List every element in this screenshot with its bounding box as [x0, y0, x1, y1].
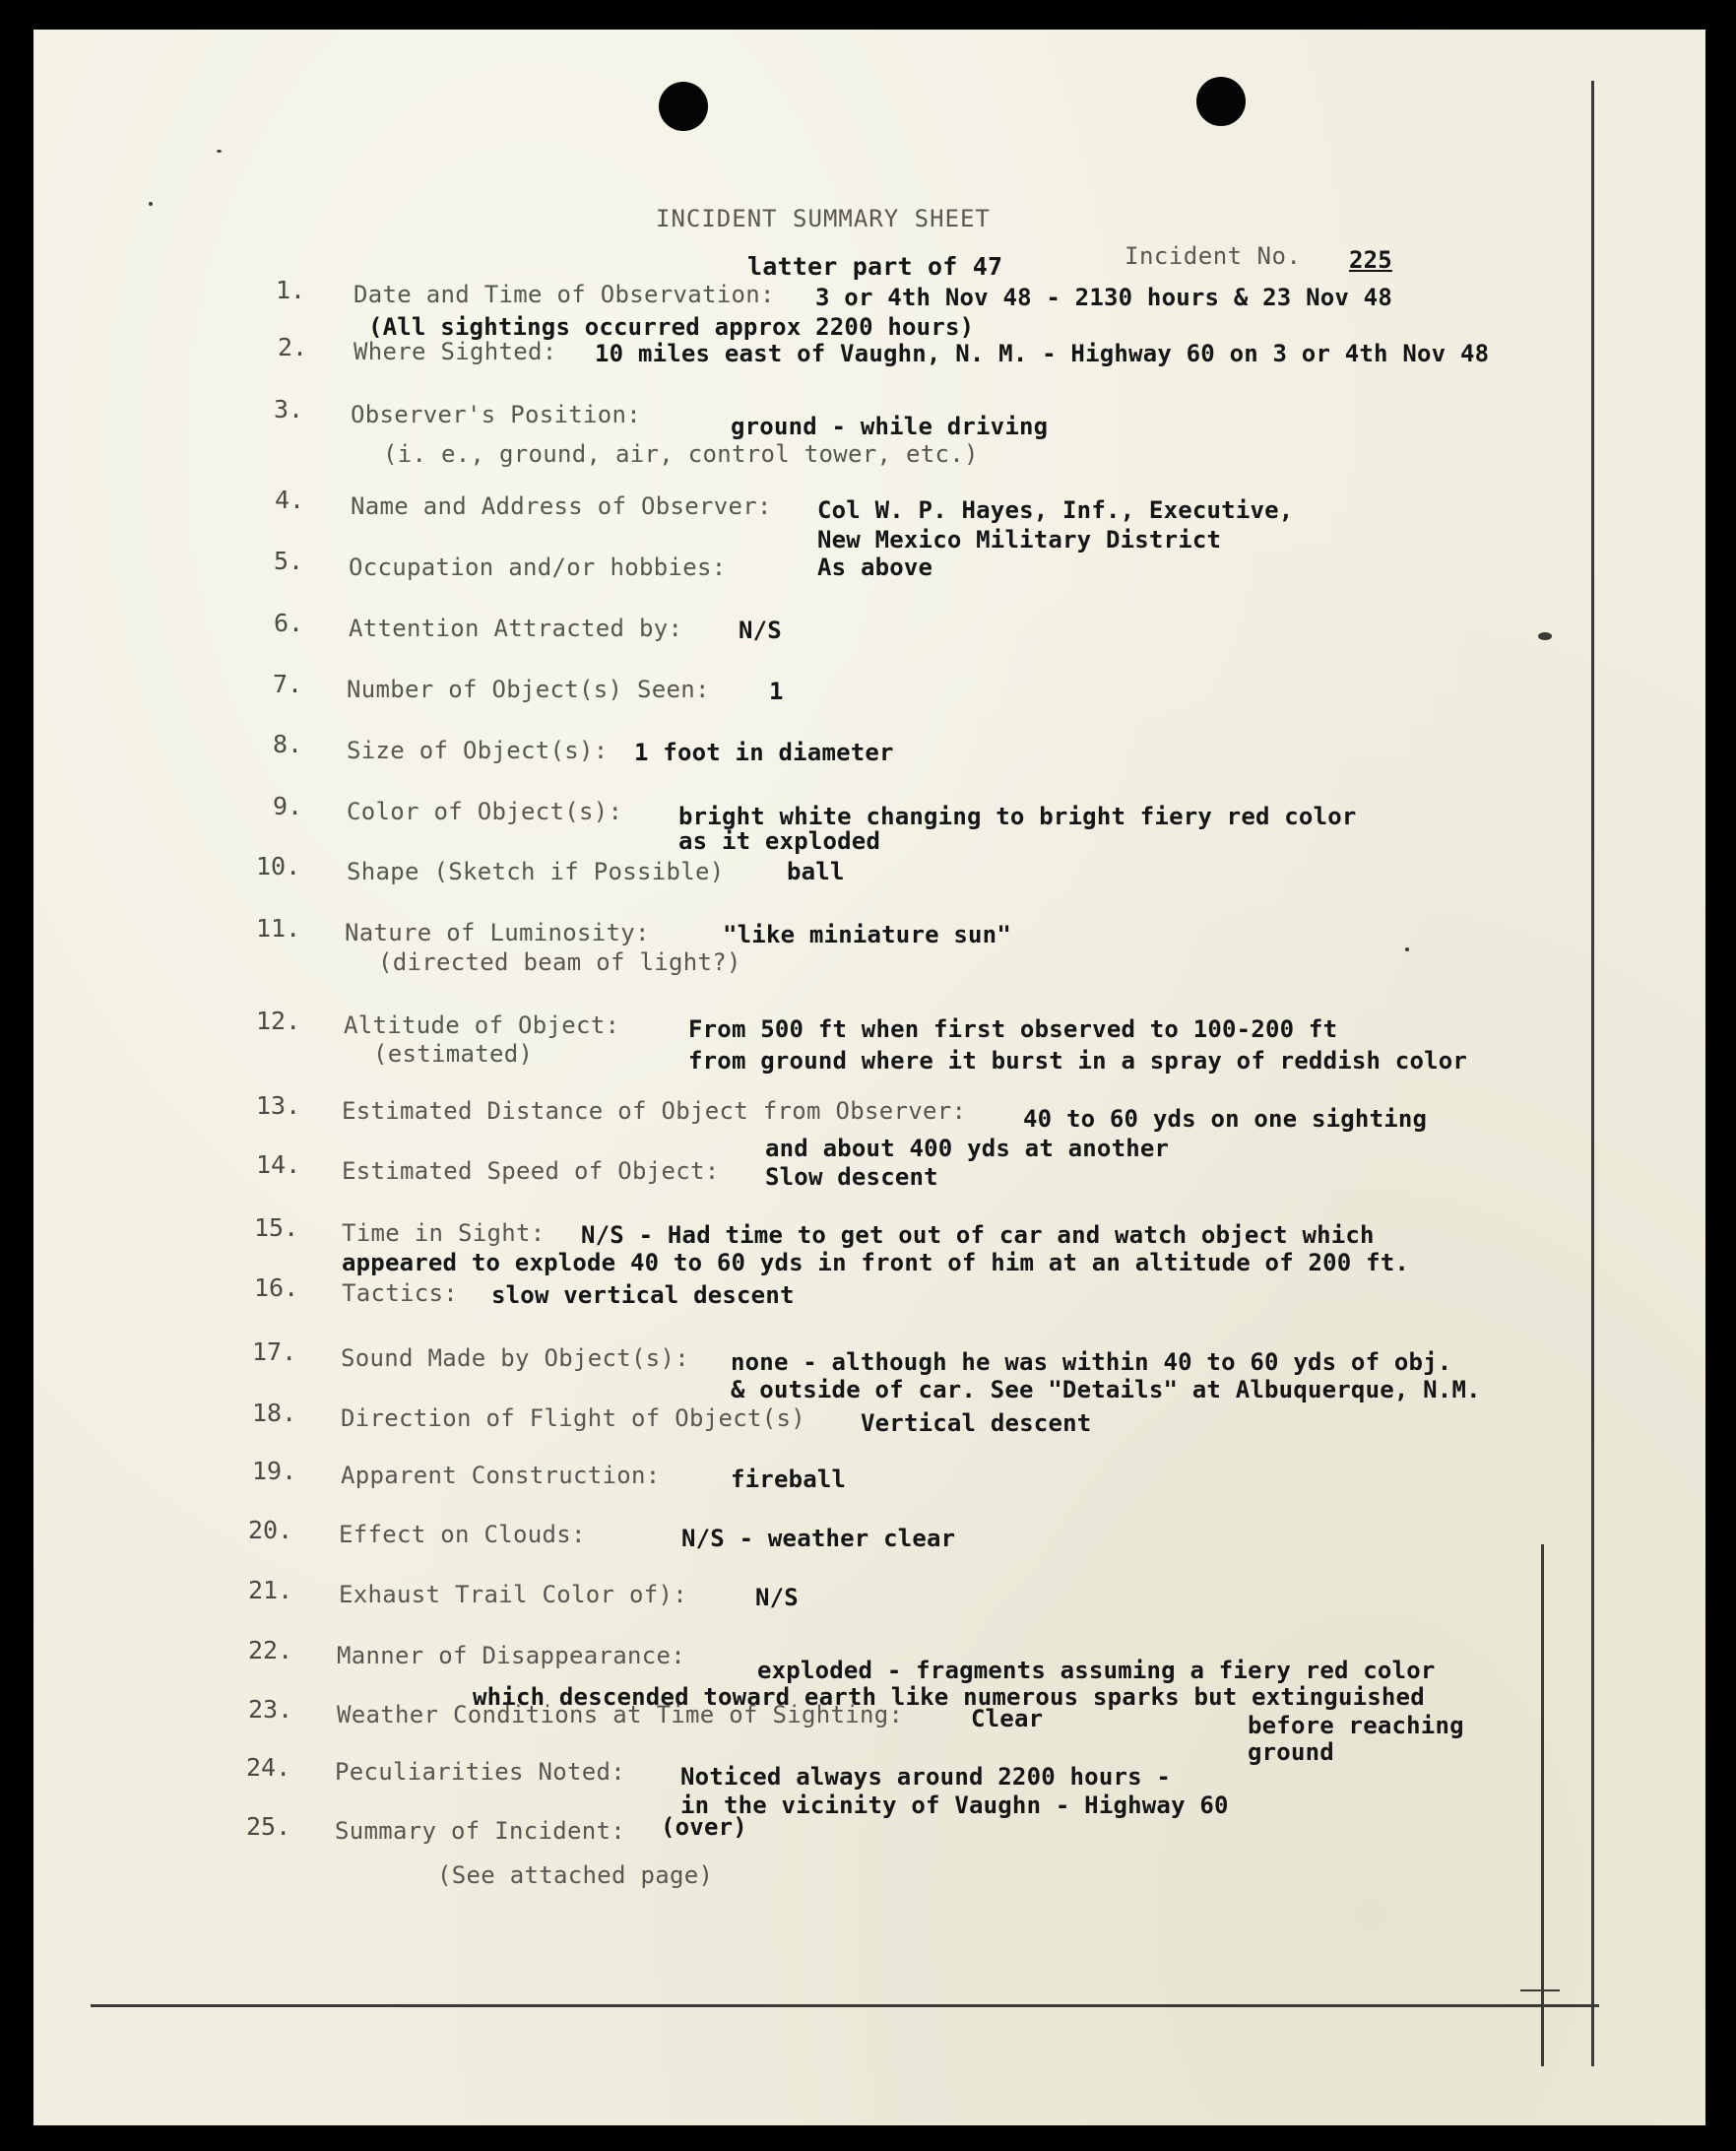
item-1-answer: 3 or 4th Nov 48 - 2130 hours & 23 Nov 48 [815, 284, 1392, 311]
item-4-answer-line2: New Mexico Military District [817, 526, 1222, 554]
margin-tick [1520, 1989, 1560, 1991]
item-12-label: Altitude of Object: [344, 1011, 620, 1039]
item-20-number: 20. [248, 1516, 293, 1544]
item-23-answer: Clear [971, 1705, 1044, 1732]
incident-number: 225 [1349, 246, 1392, 274]
item-21-label: Exhaust Trail Color of): [339, 1581, 687, 1608]
item-14-label: Estimated Speed of Object: [342, 1157, 720, 1185]
item-25-number: 25. [246, 1812, 291, 1841]
item-7-label: Number of Object(s) Seen: [347, 676, 710, 703]
punch-hole-right [1196, 77, 1246, 126]
item-16-answer: slow vertical descent [491, 1281, 795, 1309]
item-12-answer: From 500 ft when first observed to 100-200 ft [688, 1015, 1338, 1043]
item-10-label: Shape (Sketch if Possible) [347, 858, 725, 885]
item-10-number: 10. [256, 852, 301, 880]
bottom-rule [91, 2004, 1599, 2007]
item-11-number: 11. [256, 914, 301, 943]
document-page [33, 30, 1705, 2125]
item-17-answer: none - although he was within 40 to 60 yds of obj. [731, 1348, 1452, 1376]
inner-margin-line [1541, 1544, 1544, 2066]
item-25-answer: (over) [661, 1813, 747, 1841]
item-3-sublabel: (i. e., ground, air, control tower, etc.) [383, 440, 979, 468]
period-note: latter part of 47 [747, 252, 1003, 281]
ink-speck [1538, 632, 1552, 640]
item-18-answer: Vertical descent [861, 1409, 1092, 1437]
item-18-label: Direction of Flight of Object(s) [341, 1404, 805, 1432]
item-8-label: Size of Object(s): [347, 737, 609, 764]
item-22-answer: exploded - fragments assuming a fiery red color [757, 1657, 1436, 1684]
item-22-label: Manner of Disappearance: [337, 1642, 685, 1669]
item-20-answer: N/S - weather clear [681, 1525, 956, 1552]
ink-speck [1405, 947, 1409, 951]
item-24-number: 24. [246, 1753, 291, 1782]
item-4-label: Name and Address of Observer: [351, 492, 772, 520]
item-16-label: Tactics: [342, 1279, 458, 1307]
item-14-answer: Slow descent [765, 1163, 938, 1191]
item-13-answer: 40 to 60 yds on one sighting [1023, 1105, 1428, 1133]
item-1-answer-line2: (All sightings occurred approx 2200 hours) [368, 313, 975, 341]
item-4-answer: Col W. P. Hayes, Inf., Executive, [817, 496, 1294, 524]
item-23-number: 23. [248, 1695, 293, 1724]
item-15-label: Time in Sight: [342, 1219, 546, 1247]
item-4-number: 4. [275, 486, 305, 514]
item-17-number: 17. [252, 1337, 297, 1366]
item-6-number: 6. [274, 609, 304, 637]
item-21-answer: N/S [755, 1584, 799, 1611]
item-16-number: 16. [254, 1273, 299, 1302]
item-20-label: Effect on Clouds: [339, 1521, 586, 1548]
item-12-sublabel: (estimated) [373, 1040, 534, 1068]
item-7-number: 7. [273, 670, 303, 698]
item-9-answer-line2: as it exploded [678, 827, 881, 855]
item-8-number: 8. [273, 730, 303, 758]
item-11-sublabel: (directed beam of light?) [378, 948, 741, 976]
item-3-label: Observer's Position: [351, 401, 641, 428]
form-title: INCIDENT SUMMARY SHEET [656, 205, 991, 232]
item-24-answer-line2: in the vicinity of Vaughn - Highway 60 [680, 1792, 1229, 1819]
item-11-label: Nature of Luminosity: [345, 919, 650, 946]
item-25-label: Summary of Incident: [335, 1817, 625, 1845]
ink-speck [217, 150, 222, 153]
item-15-answer: N/S - Had time to get out of car and watch object which [581, 1221, 1375, 1249]
item-7-answer: 1 [769, 678, 784, 705]
item-9-label: Color of Object(s): [347, 798, 623, 825]
item-14-number: 14. [256, 1150, 301, 1179]
item-2-number: 2. [278, 333, 308, 361]
item-19-label: Apparent Construction: [341, 1462, 661, 1489]
item-3-number: 3. [274, 395, 304, 424]
item-9-answer: bright white changing to bright fiery red color [678, 803, 1357, 830]
item-19-answer: fireball [731, 1466, 847, 1493]
incident-number-label: Incident No. [1125, 242, 1302, 270]
item-13-label: Estimated Distance of Object from Observer: [342, 1097, 967, 1125]
item-24-label: Peculiarities Noted: [335, 1758, 625, 1786]
item-10-answer: ball [787, 858, 845, 885]
ink-speck [149, 202, 153, 206]
item-22-answer-line4: ground [1248, 1738, 1334, 1766]
item-19-number: 19. [252, 1457, 297, 1485]
item-21-number: 21. [248, 1576, 293, 1604]
item-11-answer: "like miniature sun" [723, 921, 1011, 948]
item-18-number: 18. [252, 1399, 297, 1427]
item-22-answer-line3: before reaching [1248, 1712, 1464, 1739]
item-17-answer-line2: & outside of car. See "Details" at Albuquerque, N.M. [731, 1376, 1481, 1403]
punch-hole-left [659, 82, 708, 131]
item-1-label: Date and Time of Observation: [354, 281, 775, 308]
item-3-answer: ground - while driving [731, 413, 1049, 440]
item-5-answer: As above [817, 554, 933, 581]
item-5-number: 5. [274, 547, 304, 575]
item-25-sublabel: (See attached page) [437, 1861, 714, 1889]
item-15-answer-line2: appeared to explode 40 to 60 yds in front of him at an altitude of 200 ft. [342, 1249, 1410, 1276]
right-margin-line [1591, 81, 1594, 2066]
item-2-label: Where Sighted: [354, 338, 557, 365]
item-6-label: Attention Attracted by: [349, 615, 683, 642]
item-12-number: 12. [256, 1007, 301, 1035]
item-1-number: 1. [276, 276, 306, 304]
item-22-number: 22. [248, 1636, 293, 1664]
item-17-label: Sound Made by Object(s): [341, 1344, 689, 1372]
item-9-number: 9. [273, 792, 303, 820]
item-12-answer-line2: from ground where it burst in a spray of reddish color [688, 1047, 1468, 1075]
item-6-answer: N/S [739, 617, 782, 644]
item-2-answer: 10 miles east of Vaughn, N. M. - Highway 60 on 3 or 4th Nov 48 [595, 340, 1490, 367]
item-24-answer: Noticed always around 2200 hours - [680, 1763, 1172, 1791]
item-5-label: Occupation and/or hobbies: [349, 554, 727, 581]
item-13-answer-line2: and about 400 yds at another [765, 1135, 1170, 1162]
item-8-answer: 1 foot in diameter [634, 739, 894, 766]
item-23-label: Weather Conditions at Time of Sighting: [337, 1701, 904, 1728]
item-13-number: 13. [256, 1091, 301, 1120]
item-15-number: 15. [254, 1213, 299, 1242]
item-22-answer-line2: which descended toward earth like numerous sparks but extinguished [473, 1683, 1425, 1711]
